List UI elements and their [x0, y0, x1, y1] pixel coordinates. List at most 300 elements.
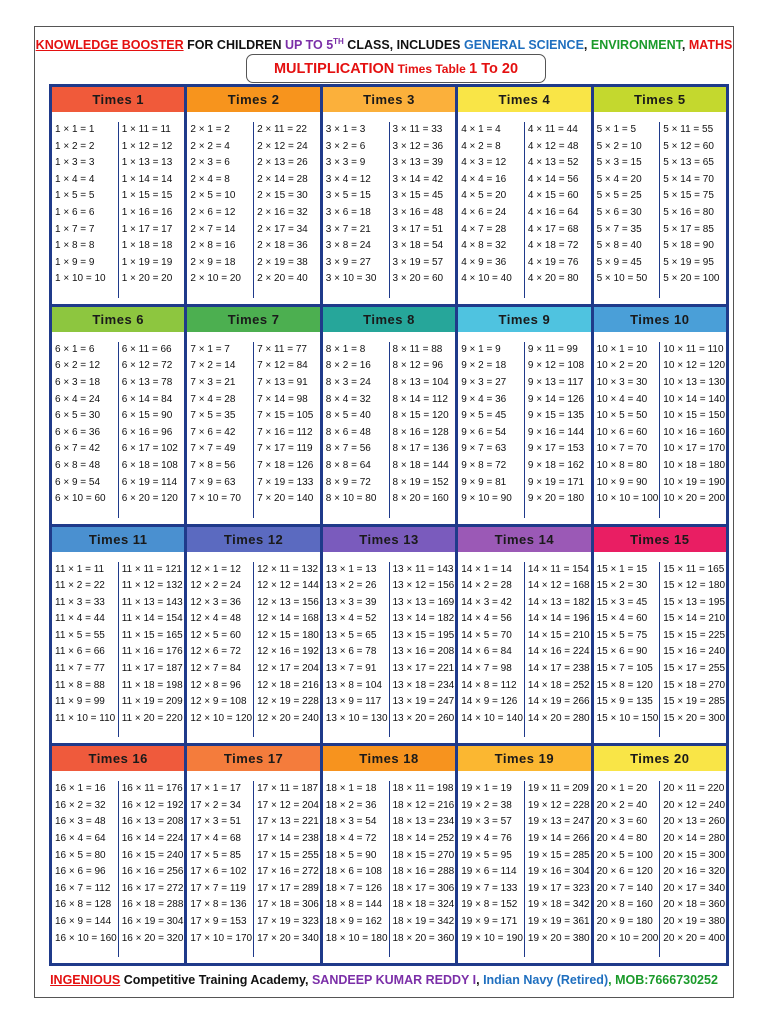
multiplication-line: 14 × 4 = 56	[461, 613, 512, 625]
multiplication-line: 16 × 19 = 304	[121, 916, 184, 927]
column-1-to-10	[52, 122, 118, 298]
multiplication-line: 11 × 17 = 187	[121, 663, 183, 675]
multiplication-line: 4 × 13 = 52	[527, 157, 579, 169]
multiplication-line: 16 × 15 = 240	[121, 849, 184, 861]
multiplication-line: 3 × 20 = 60	[392, 273, 444, 285]
multiplication-line: 17 × 14 = 238	[257, 833, 319, 845]
multiplication-line: 4 × 15 = 60	[527, 190, 579, 202]
multiplication-line: 20 × 15 = 300	[663, 849, 726, 861]
multiplication-line: 11 × 14 = 154	[121, 613, 183, 625]
multiplication-line: 7 × 8 = 56	[190, 459, 236, 471]
multiplication-line: 10 × 17 = 170	[663, 443, 726, 455]
multiplication-line: 13 × 7 = 91	[325, 663, 377, 675]
multiplication-line: 10 × 15 = 150	[663, 410, 726, 422]
column-1-to-10	[323, 122, 389, 298]
multiplication-line: 14 × 7 = 98	[461, 663, 512, 675]
multiplication-line: 17 × 2 = 34	[190, 799, 241, 811]
multiplication-line: 9 × 16 = 144	[527, 426, 585, 438]
multiplication-line: 7 × 6 = 42	[190, 426, 236, 438]
multiplication-line: 8 × 4 = 32	[325, 393, 371, 405]
multiplication-line: 9 × 3 = 27	[461, 376, 507, 388]
multiplication-line: 6 × 10 = 60	[55, 493, 106, 505]
multiplication-line: 4 × 6 = 24	[461, 206, 507, 218]
multiplication-line: 20 × 9 = 180	[596, 916, 653, 927]
multiplication-line: 19 × 18 = 342	[527, 899, 590, 911]
multiplication-line: 4 × 19 = 76	[527, 256, 579, 268]
multiplication-line: 2 × 5 = 10	[190, 190, 236, 202]
column-11-to-20	[253, 562, 320, 738]
multiplication-line: 12 × 6 = 72	[190, 646, 241, 658]
multiplication-line: 1 × 10 = 10	[55, 273, 106, 285]
multiplication-line: 5 × 2 = 10	[596, 140, 642, 152]
multiplication-line: 17 × 17 = 289	[257, 882, 319, 894]
multiplication-line: 4 × 8 = 32	[461, 240, 507, 252]
times-table-header: Times 6	[52, 307, 184, 332]
multiplication-line: 20 × 7 = 140	[596, 882, 653, 894]
column-1-to-10	[52, 342, 118, 518]
multiplication-line: 4 × 3 = 12	[461, 157, 507, 169]
multiplication-line: 14 × 18 = 252	[527, 679, 590, 691]
footer-author-name: SANDEEP KUMAR REDDY I	[311, 973, 477, 987]
multiplication-line: 11 × 11 = 121	[121, 563, 182, 575]
times-table-body	[594, 781, 726, 957]
multiplication-line: 17 × 1 = 17	[190, 783, 241, 795]
multiplication-line: 1 × 4 = 4	[55, 173, 95, 185]
multiplication-line: 7 × 11 = 77	[257, 343, 307, 355]
times-table-6	[52, 307, 184, 524]
multiplication-line: 11 × 4 = 44	[55, 613, 105, 625]
multiplication-line: 8 × 5 = 40	[325, 410, 371, 422]
times-table-header: Times 18	[323, 746, 455, 771]
multiplication-line: 14 × 15 = 210	[527, 629, 590, 641]
multiplication-line: 10 × 18 = 180	[663, 459, 726, 471]
times-table-body	[323, 342, 455, 518]
multiplication-line: 19 × 9 = 171	[461, 916, 518, 927]
multiplication-line: 15 × 7 = 105	[596, 663, 653, 675]
footer-comma: ,	[476, 973, 484, 987]
column-11-to-20	[524, 781, 591, 957]
multiplication-line: 3 × 10 = 30	[325, 273, 377, 285]
multiplication-line: 12 × 9 = 108	[190, 696, 247, 708]
multiplication-line: 3 × 1 = 3	[325, 124, 366, 135]
times-table-body	[187, 342, 319, 518]
multiplication-line: 18 × 17 = 306	[392, 882, 455, 894]
multiplication-line: 9 × 7 = 63	[461, 443, 507, 455]
multiplication-line: 4 × 11 = 44	[527, 124, 578, 135]
multiplication-line: 11 × 3 = 33	[55, 596, 105, 608]
multiplication-line: 6 × 3 = 18	[55, 376, 101, 388]
multiplication-line: 8 × 16 = 128	[392, 426, 449, 438]
multiplication-line: 10 × 11 = 110	[663, 343, 724, 355]
multiplication-line: 19 × 20 = 380	[527, 932, 590, 944]
header-knowledge-booster: KNOWLEDGE BOOSTER	[35, 38, 184, 53]
multiplication-line: 3 × 13 = 39	[392, 157, 444, 169]
column-11-to-20	[524, 122, 591, 298]
multiplication-line: 15 × 17 = 255	[663, 663, 726, 675]
multiplication-line: 6 × 14 = 84	[121, 393, 173, 405]
multiplication-line: 19 × 12 = 228	[527, 799, 590, 811]
multiplication-line: 2 × 1 = 2	[190, 124, 230, 135]
multiplication-line: 6 × 11 = 66	[121, 343, 172, 355]
column-11-to-20	[253, 122, 320, 298]
column-11-to-20	[118, 122, 185, 298]
column-1-to-10	[187, 342, 253, 518]
times-table-4	[458, 87, 590, 304]
multiplication-line: 17 × 10 = 170	[190, 932, 253, 944]
multiplication-line: 6 × 2 = 12	[55, 360, 101, 372]
multiplication-line: 14 × 5 = 70	[461, 629, 512, 641]
times-table-16	[52, 746, 184, 963]
multiplication-line: 20 × 6 = 120	[596, 866, 653, 878]
multiplication-line: 12 × 14 = 168	[257, 613, 319, 625]
multiplication-line: 15 × 14 = 210	[663, 613, 726, 625]
multiplication-line: 14 × 13 = 182	[527, 596, 590, 608]
multiplication-line: 13 × 3 = 39	[325, 596, 377, 608]
multiplication-line: 18 × 14 = 252	[392, 833, 455, 845]
multiplication-line: 11 × 9 = 99	[55, 696, 105, 708]
multiplication-line: 1 × 2 = 2	[55, 140, 95, 152]
times-table-12	[187, 527, 319, 744]
multiplication-line: 18 × 12 = 216	[392, 799, 455, 811]
multiplication-line: 2 × 2 = 4	[190, 140, 230, 152]
multiplication-line: 1 × 1 = 1	[55, 124, 95, 135]
multiplication-line: 18 × 15 = 270	[392, 849, 455, 861]
multiplication-line: 4 × 14 = 56	[527, 173, 579, 185]
multiplication-line: 8 × 18 = 144	[392, 459, 449, 471]
multiplication-line: 7 × 16 = 112	[257, 426, 313, 438]
multiplication-line: 17 × 6 = 102	[190, 866, 247, 878]
multiplication-line: 17 × 20 = 340	[257, 932, 319, 944]
multiplication-line: 3 × 19 = 57	[392, 256, 444, 268]
multiplication-line: 12 × 13 = 156	[257, 596, 319, 608]
multiplication-line: 9 × 10 = 90	[461, 493, 512, 505]
multiplication-line: 19 × 15 = 285	[527, 849, 590, 861]
times-table-10	[594, 307, 726, 524]
multiplication-line: 8 × 14 = 112	[392, 393, 448, 405]
column-11-to-20	[389, 562, 456, 738]
multiplication-line: 15 × 6 = 90	[596, 646, 648, 658]
multiplication-line: 10 × 20 = 200	[663, 493, 726, 505]
multiplication-line: 12 × 7 = 84	[190, 663, 241, 675]
multiplication-line: 5 × 6 = 30	[596, 206, 642, 218]
multiplication-line: 9 × 2 = 18	[461, 360, 507, 372]
multiplication-line: 2 × 9 = 18	[190, 256, 236, 268]
multiplication-line: 10 × 4 = 40	[596, 393, 648, 405]
multiplication-line: 10 × 10 = 100	[596, 493, 659, 505]
multiplication-line: 14 × 1 = 14	[461, 563, 512, 575]
multiplication-line: 1 × 6 = 6	[55, 206, 95, 218]
multiplication-line: 18 × 13 = 234	[392, 816, 455, 828]
multiplication-line: 14 × 20 = 280	[527, 712, 590, 724]
times-table-19	[458, 746, 590, 963]
header-comma-1: ,	[583, 38, 591, 53]
multiplication-line: 2 × 20 = 40	[257, 273, 308, 285]
multiplication-line: 15 × 11 = 165	[663, 563, 725, 575]
multiplication-line: 7 × 4 = 28	[190, 393, 236, 405]
multiplication-line: 8 × 10 = 80	[325, 493, 377, 505]
multiplication-line: 14 × 11 = 154	[527, 563, 589, 575]
multiplication-line: 20 × 5 = 100	[596, 849, 653, 861]
column-11-to-20	[524, 342, 591, 518]
multiplication-line: 20 × 10 = 200	[596, 932, 659, 944]
times-table-body	[323, 781, 455, 957]
multiplication-line: 10 × 6 = 60	[596, 426, 648, 438]
multiplication-line: 19 × 2 = 38	[461, 799, 512, 811]
multiplication-line: 11 × 20 = 220	[121, 712, 183, 724]
times-table-header: Times 15	[594, 527, 726, 552]
multiplication-line: 6 × 4 = 24	[55, 393, 101, 405]
multiplication-line: 7 × 18 = 126	[257, 459, 314, 471]
multiplication-line: 13 × 13 = 169	[392, 596, 455, 608]
multiplication-line: 20 × 4 = 80	[596, 833, 648, 845]
multiplication-line: 11 × 10 = 110	[55, 712, 116, 724]
multiplication-line: 12 × 17 = 204	[257, 663, 319, 675]
multiplication-line: 12 × 10 = 120	[190, 712, 253, 724]
multiplication-line: 19 × 17 = 323	[527, 882, 590, 894]
times-table-header: Times 20	[594, 746, 726, 771]
multiplication-line: 16 × 17 = 272	[121, 882, 184, 894]
multiplication-line: 10 × 14 = 140	[663, 393, 726, 405]
header-up-to	[285, 38, 344, 52]
header-general-science: GENERAL SCIENCE	[463, 38, 584, 53]
multiplication-line: 4 × 9 = 36	[461, 256, 507, 268]
multiplication-line: 18 × 2 = 36	[325, 799, 377, 811]
multiplication-line: 17 × 18 = 306	[257, 899, 319, 911]
multiplication-line: 10 × 5 = 50	[596, 410, 648, 422]
multiplication-line: 19 × 6 = 114	[461, 866, 517, 878]
multiplication-line: 4 × 7 = 28	[461, 223, 507, 235]
multiplication-line: 4 × 20 = 80	[527, 273, 579, 285]
column-11-to-20	[118, 562, 185, 738]
footer-line	[35, 973, 733, 987]
multiplication-line: 20 × 20 = 400	[663, 932, 726, 944]
multiplication-line: 5 × 20 = 100	[663, 273, 720, 285]
multiplication-line: 6 × 12 = 72	[121, 360, 173, 372]
multiplication-line: 15 × 8 = 120	[596, 679, 653, 691]
multiplication-line: 5 × 10 = 50	[596, 273, 648, 285]
multiplication-line: 7 × 7 = 49	[190, 443, 236, 455]
multiplication-line: 2 × 17 = 34	[257, 223, 308, 235]
multiplication-line: 9 × 11 = 99	[527, 343, 578, 355]
times-table-8	[323, 307, 455, 524]
multiplication-line: 1 × 15 = 15	[121, 190, 173, 202]
multiplication-line: 18 × 16 = 288	[392, 866, 455, 878]
multiplication-line: 13 × 11 = 143	[392, 563, 454, 575]
multiplication-line: 19 × 14 = 266	[527, 833, 590, 845]
multiplication-line: 9 × 18 = 162	[527, 459, 585, 471]
multiplication-line: 13 × 12 = 156	[392, 580, 455, 592]
multiplication-line: 1 × 8 = 8	[55, 240, 95, 252]
multiplication-line: 8 × 17 = 136	[392, 443, 449, 455]
multiplication-line: 20 × 11 = 220	[663, 783, 725, 795]
multiplication-line: 17 × 16 = 272	[257, 866, 319, 878]
column-11-to-20	[118, 781, 185, 957]
multiplication-line: 10 × 8 = 80	[596, 459, 648, 471]
multiplication-line: 5 × 7 = 35	[596, 223, 642, 235]
multiplication-line: 16 × 16 = 256	[121, 866, 184, 878]
multiplication-line: 6 × 15 = 90	[121, 410, 173, 422]
column-11-to-20	[659, 562, 726, 738]
multiplication-line: 7 × 10 = 70	[190, 493, 241, 505]
multiplication-line: 3 × 3 = 9	[325, 157, 366, 169]
column-1-to-10	[187, 122, 253, 298]
multiplication-line: 20 × 19 = 380	[663, 916, 726, 927]
multiplication-line: 11 × 13 = 143	[121, 596, 183, 608]
multiplication-line: 20 × 18 = 360	[663, 899, 726, 911]
multiplication-line: 5 × 15 = 75	[663, 190, 714, 202]
multiplication-line: 18 × 5 = 90	[325, 849, 377, 861]
times-table-body	[458, 562, 590, 738]
multiplication-line: 6 × 13 = 78	[121, 376, 173, 388]
multiplication-line: 15 × 16 = 240	[663, 646, 726, 658]
multiplication-line: 17 × 15 = 255	[257, 849, 319, 861]
multiplication-line: 7 × 19 = 133	[257, 476, 314, 488]
header-up-to-text: UP TO 5	[284, 38, 334, 53]
footer-retired: (Retired)	[556, 973, 609, 987]
multiplication-line: 2 × 18 = 36	[257, 240, 308, 252]
multiplication-line: 9 × 9 = 81	[461, 476, 507, 488]
column-1-to-10	[187, 562, 253, 738]
multiplication-line: 20 × 14 = 280	[663, 833, 726, 845]
multiplication-line: 19 × 11 = 209	[527, 783, 589, 795]
multiplication-line: 11 × 8 = 88	[55, 679, 105, 691]
multiplication-line: 3 × 9 = 27	[325, 256, 371, 268]
multiplication-line: 12 × 1 = 12	[190, 563, 241, 575]
column-1-to-10	[594, 781, 660, 957]
multiplication-line: 19 × 5 = 95	[461, 849, 512, 861]
times-table-header: Times 16	[52, 746, 184, 771]
column-11-to-20	[118, 342, 185, 518]
multiplication-line: 9 × 20 = 180	[527, 493, 585, 505]
multiplication-line: 16 × 20 = 320	[121, 932, 184, 944]
multiplication-line: 2 × 8 = 16	[190, 240, 236, 252]
multiplication-line: 20 × 12 = 240	[663, 799, 726, 811]
multiplication-line: 8 × 15 = 120	[392, 410, 449, 422]
multiplication-line: 11 × 15 = 165	[121, 629, 183, 641]
multiplication-line: 1 × 12 = 12	[121, 140, 173, 152]
times-table-grid	[49, 84, 729, 966]
multiplication-line: 5 × 17 = 85	[663, 223, 714, 235]
multiplication-line: 16 × 14 = 224	[121, 833, 184, 845]
times-table-body	[52, 562, 184, 738]
multiplication-line: 5 × 4 = 20	[596, 173, 642, 185]
multiplication-line: 11 × 2 = 22	[55, 580, 105, 592]
multiplication-line: 16 × 1 = 16	[55, 783, 106, 795]
multiplication-line: 18 × 10 = 180	[325, 932, 388, 944]
multiplication-line: 16 × 13 = 208	[121, 816, 184, 828]
multiplication-line: 11 × 19 = 209	[121, 696, 183, 708]
multiplication-line: 17 × 4 = 68	[190, 833, 241, 845]
multiplication-line: 12 × 5 = 60	[190, 629, 241, 641]
multiplication-line: 4 × 17 = 68	[527, 223, 579, 235]
multiplication-line: 18 × 18 = 324	[392, 899, 455, 911]
multiplication-line: 2 × 3 = 6	[190, 157, 230, 169]
times-table-body	[187, 122, 319, 298]
times-table-18	[323, 746, 455, 963]
column-11-to-20	[659, 781, 726, 957]
multiplication-line: 19 × 7 = 133	[461, 882, 518, 894]
multiplication-line: 13 × 19 = 247	[392, 696, 455, 708]
multiplication-line: 18 × 1 = 18	[325, 783, 377, 795]
header-line	[35, 37, 733, 52]
multiplication-line: 16 × 9 = 144	[55, 916, 112, 927]
times-table-header: Times 14	[458, 527, 590, 552]
multiplication-line: 2 × 7 = 14	[190, 223, 236, 235]
multiplication-line: 13 × 20 = 260	[392, 712, 455, 724]
subtitle-multiplication: MULTIPLICATION	[273, 61, 395, 77]
multiplication-line: 16 × 5 = 80	[55, 849, 106, 861]
multiplication-line: 17 × 9 = 153	[190, 916, 247, 927]
multiplication-line: 2 × 12 = 24	[257, 140, 308, 152]
times-table-body	[458, 781, 590, 957]
multiplication-line: 12 × 2 = 24	[190, 580, 241, 592]
times-table-header: Times 1	[52, 87, 184, 112]
times-table-header: Times 4	[458, 87, 590, 112]
column-1-to-10	[594, 122, 660, 298]
times-table-20	[594, 746, 726, 963]
times-table-11	[52, 527, 184, 744]
multiplication-line: 1 × 5 = 5	[55, 190, 95, 202]
multiplication-line: 5 × 9 = 45	[596, 256, 642, 268]
multiplication-line: 20 × 13 = 260	[663, 816, 726, 828]
multiplication-line: 10 × 3 = 30	[596, 376, 648, 388]
multiplication-line: 14 × 6 = 84	[461, 646, 512, 658]
multiplication-line: 10 × 12 = 120	[663, 360, 726, 372]
footer-navy: Indian Navy	[483, 973, 554, 987]
multiplication-line: 12 × 12 = 144	[257, 580, 319, 592]
column-11-to-20	[253, 781, 320, 957]
multiplication-line: 15 × 1 = 15	[596, 563, 648, 575]
multiplication-line: 11 × 12 = 132	[121, 580, 183, 592]
multiplication-line: 12 × 20 = 240	[257, 712, 319, 724]
multiplication-line: 8 × 1 = 8	[325, 343, 366, 355]
multiplication-line: 1 × 13 = 13	[121, 157, 173, 169]
times-table-body	[594, 562, 726, 738]
multiplication-line: 15 × 10 = 150	[596, 712, 659, 724]
multiplication-line: 8 × 19 = 152	[392, 476, 449, 488]
column-11-to-20	[524, 562, 591, 738]
multiplication-line: 5 × 16 = 80	[663, 206, 714, 218]
multiplication-line: 7 × 9 = 63	[190, 476, 236, 488]
times-table-body	[323, 122, 455, 298]
multiplication-line: 8 × 20 = 160	[392, 493, 449, 505]
times-table-3	[323, 87, 455, 304]
multiplication-line: 16 × 18 = 288	[121, 899, 184, 911]
multiplication-line: 10 × 9 = 90	[596, 476, 648, 488]
multiplication-line: 8 × 11 = 88	[392, 343, 443, 355]
header-includes: , INCLUDES	[389, 38, 464, 53]
times-table-14	[458, 527, 590, 744]
multiplication-line: 2 × 13 = 26	[257, 157, 308, 169]
multiplication-line: 18 × 9 = 162	[325, 916, 382, 927]
subtitle-range: 1 To 20	[469, 61, 519, 77]
multiplication-line: 3 × 5 = 15	[325, 190, 371, 202]
multiplication-line: 18 × 4 = 72	[325, 833, 377, 845]
header-comma-2: ,	[681, 38, 689, 53]
multiplication-line: 9 × 12 = 108	[527, 360, 585, 372]
multiplication-line: 11 × 6 = 66	[55, 646, 105, 658]
column-1-to-10	[458, 122, 524, 298]
multiplication-line: 19 × 13 = 247	[527, 816, 590, 828]
footer-mobile: , MOB:7666730252	[608, 973, 718, 987]
footer-academy: Competitive Training Academy,	[120, 973, 312, 987]
multiplication-line: 17 × 12 = 204	[257, 799, 319, 811]
header-th: TH	[333, 37, 344, 46]
multiplication-line: 20 × 16 = 320	[663, 866, 726, 878]
times-table-header: Times 19	[458, 746, 590, 771]
multiplication-line: 13 × 4 = 52	[325, 613, 377, 625]
multiplication-line: 14 × 2 = 28	[461, 580, 512, 592]
